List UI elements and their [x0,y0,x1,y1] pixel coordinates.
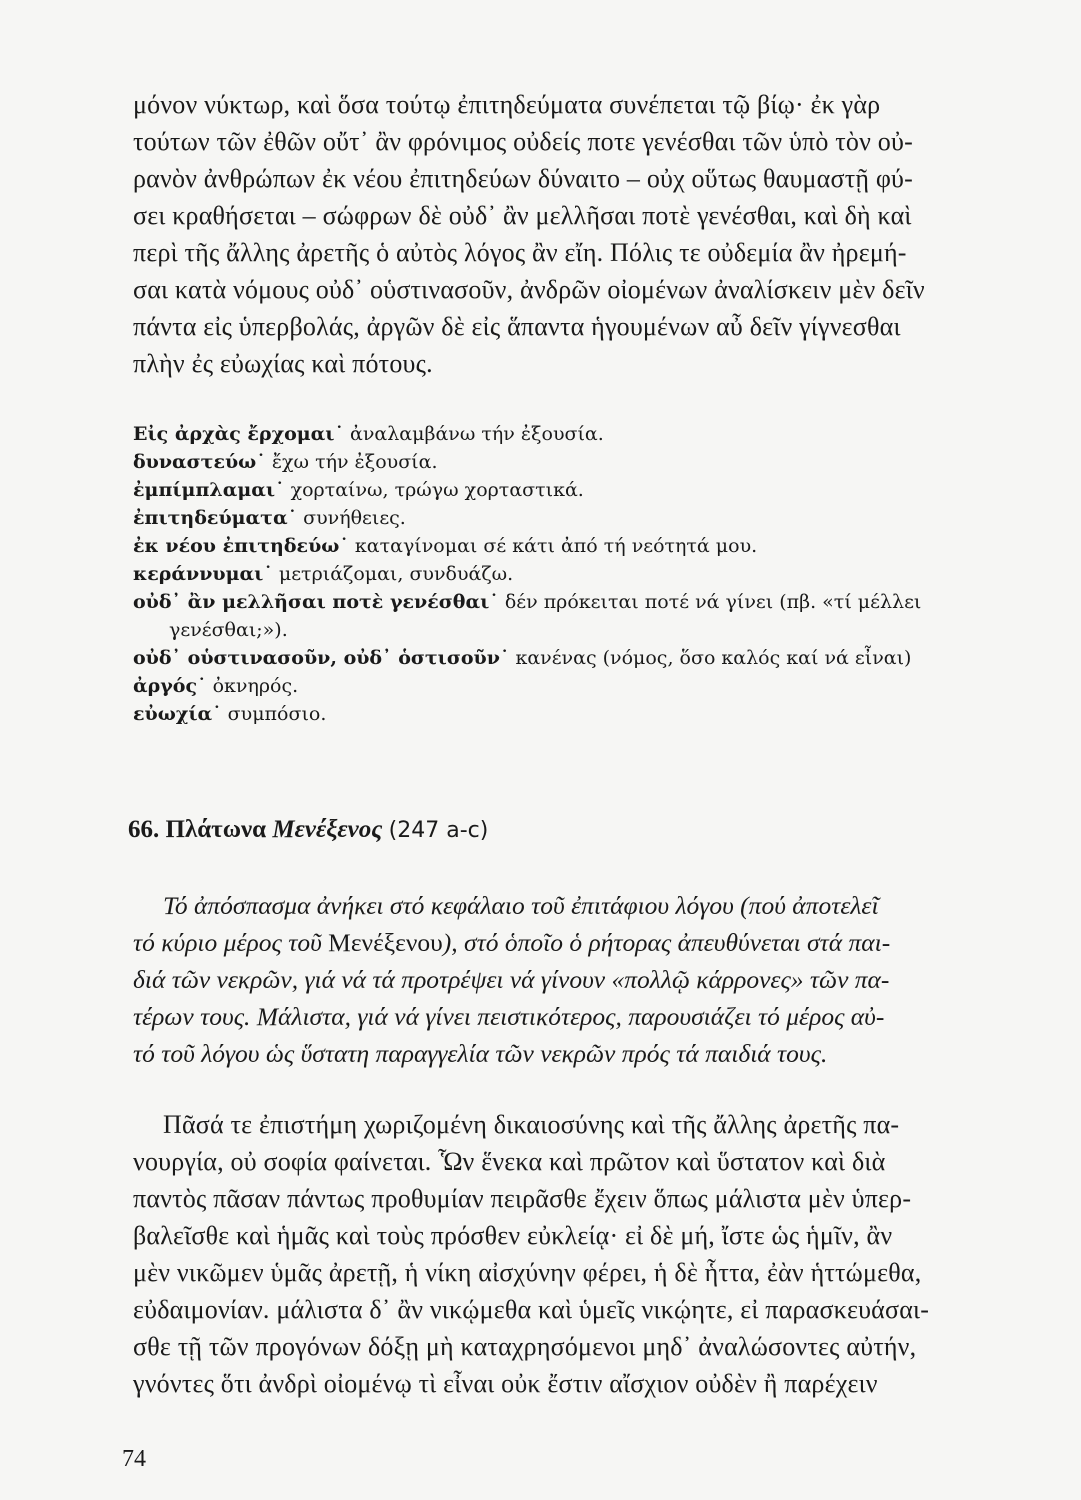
glossary-term: ἀργός˙ [133,675,207,697]
glossary-entry [133,700,1013,728]
section-work-title: Μενέξενος [272,816,383,843]
glossary-term: Εἰς ἀρχὰς ἔρχομαι˙ [133,423,344,445]
glossary-definition: κανένας (νόμος, ὅσο καλός καί νά εἶναι) [509,647,912,669]
glossary-term: εὐωχία˙ [133,703,222,725]
glossary-term: κεράννυμαι˙ [133,563,273,585]
glossary-definition: χορταίνω, τρώγω χορταστικά. [284,479,584,501]
text-line: σαι κατὰ νόμους οὐδ᾽ οὑστινασοῦν, ἀνδρῶν οἰομένων ἀναλίσκειν μὲν δεῖν [133,275,925,304]
glossary-entry [133,476,1013,504]
glossary-term: ἐπιτηδεύματα˙ [133,507,298,529]
text-line: μόνον νύκτωρ, καὶ ὅσα τούτῳ ἐπιτηδεύματα συνέπεται τῷ βίῳ· ἐκ γὰρ [133,90,881,119]
section-reference: (247 a-c) [388,818,489,843]
glossary-definition: καταγίνομαι σέ κάτι ἀπό τή νεότητά μου. [348,535,758,557]
glossary [133,420,1013,728]
glossary-continuation: γενέσθαι;»). [169,619,288,641]
text-line: παντὸς πᾶσαν πάντως προθυμίαν πειρᾶσθε ἔχειν ὅπως μάλιστα μὲν ὑπερ- [133,1184,912,1213]
glossary-entry [133,588,1013,616]
glossary-definition: συμπόσιο. [221,703,327,725]
intro-line: Τό ἀπόσπασμα ἀνήκει στό κεφάλαιο τοῦ ἐπιτάφιου λόγου (πού ἀποτελεῖ [163,891,879,920]
intro-line [133,924,1003,961]
glossary-entry [133,448,1013,476]
glossary-definition: ἀναλαμβάνω τήν ἐξουσία. [344,423,604,445]
glossary-definition: δέν πρόκειται ποτέ νά γίνει (πβ. «τί μέλλει [498,591,922,613]
text-line: νουργία, οὐ σοφία φαίνεται. Ὧν ἕνεκα καὶ πρῶτον καὶ ὕστατον καὶ διὰ [133,1147,886,1176]
text-line: μὲν νικῶμεν ὑμᾶς ἀρετῇ, ἡ νίκη αἰσχύνην φέρει, ἡ δὲ ἧττα, ἐὰν ἡττώμεθα, [133,1258,922,1287]
glossary-term: δυναστεύω˙ [133,451,266,473]
text-line: βαλεῖσθε καὶ ἡμᾶς καὶ τοὺς πρόσθεν εὐκλείᾳ· εἰ δὲ μή, ἴστε ὡς ἡμῖν, ἂν [133,1221,893,1250]
intro-line: διά τῶν νεκρῶν, γιά νά τά προτρέψει νά γίνουν «πολλῷ κάρρονες» τῶν πα- [133,965,890,994]
intro-work-name: Μενέξενου [328,928,443,957]
text-line: εὐδαιμονίαν. μάλιστα δ᾽ ἂν νικῴμεθα καὶ ὑμεῖς νικῴητε, εἰ παρασκευάσαι- [133,1295,930,1324]
text-line: σθε τῇ τῶν προγόνων δόξῃ μὴ καταχρησόμενοι μηδ᾽ ἀναλώσοντες αὐτήν, [133,1332,917,1361]
glossary-term: ἐκ νέου ἐπιτηδεύω˙ [133,535,349,557]
glossary-entry [133,532,1013,560]
glossary-definition: μετριάζομαι, συνδυάζω. [272,563,514,585]
glossary-term: οὐδ᾽ ἂν μελλῆσαι ποτὲ γενέσθαι˙ [133,591,499,613]
glossary-definition: ἔχω τήν ἐξουσία. [265,451,438,473]
glossary-entry [133,420,1013,448]
glossary-definition: ὀκνηρός. [206,675,299,697]
greek-passage-2 [133,1106,1001,1402]
introduction-paragraph [133,887,1003,1072]
section-heading [128,816,488,844]
greek-passage-1 [133,86,1001,382]
glossary-term: οὐδ᾽ οὑστινασοῦν, οὐδ᾽ ὁστισοῦν˙ [133,647,510,669]
glossary-entry [133,504,1013,532]
text-line: ρανὸν ἀνθρώπων ἐκ νέου ἐπιτηδεύων δύναιτο – οὐχ οὕτως θαυμαστῇ φύ- [133,164,913,193]
glossary-entry [133,560,1013,588]
intro-line: τό τοῦ λόγου ὡς ὕστατη παραγγελία τῶν νεκρῶν πρός τά παιδιά τους. [133,1039,828,1068]
glossary-entry [133,644,1013,672]
glossary-definition: συνήθειες. [297,507,406,529]
text-line: τούτων τῶν ἐθῶν οὔτ᾽ ἂν φρόνιμος οὐδείς ποτε γενέσθαι τῶν ὑπὸ τὸν οὐ- [133,127,913,156]
text-line: πλὴν ἐς εὐωχίας καὶ πότους. [133,349,433,378]
glossary-entry [133,672,1013,700]
glossary-term: ἐμπίμπλαμαι˙ [133,479,285,501]
text-line: Πᾶσά τε ἐπιστήμη χωριζομένη δικαιοσύνης καὶ τῆς ἄλλης ἀρετῆς πα- [163,1110,900,1139]
text-line: σει κραθήσεται – σώφρων δὲ οὐδ᾽ ἂν μελλῆσαι ποτὲ γενέσθαι, καὶ δὴ καὶ [133,201,912,230]
text-line: πάντα εἰς ὑπερβολάς, ἀργῶν δὲ εἰς ἅπαντα ἡγουμένων αὖ δεῖν γίγνεσθαι [133,312,901,341]
intro-text: τό κύριο μέρος τοῦ [133,928,329,957]
text-line: γνόντες ὅτι ἀνδρὶ οἰομένῳ τὶ εἶναι οὐκ ἔστιν αἴσχιον οὐδὲν ἢ παρέχειν [133,1369,878,1398]
intro-line: τέρων τους. Μάλιστα, γιά νά γίνει πειστικότερος, παρουσιάζει τό μέρος αὐ- [133,1002,885,1031]
intro-text: ), στό ὁποῖο ὁ ρήτορας ἀπευθύνεται στά παι- [442,928,891,957]
page-number: 74 [122,1446,146,1472]
section-author: Πλάτωνα [165,816,267,843]
text-line: περὶ τῆς ἄλλης ἀρετῆς ὁ αὐτὸς λόγος ἂν εἴη. Πόλις τε οὐδεμία ἂν ἠρεμή- [133,238,907,267]
section-number: 66. [128,816,160,843]
